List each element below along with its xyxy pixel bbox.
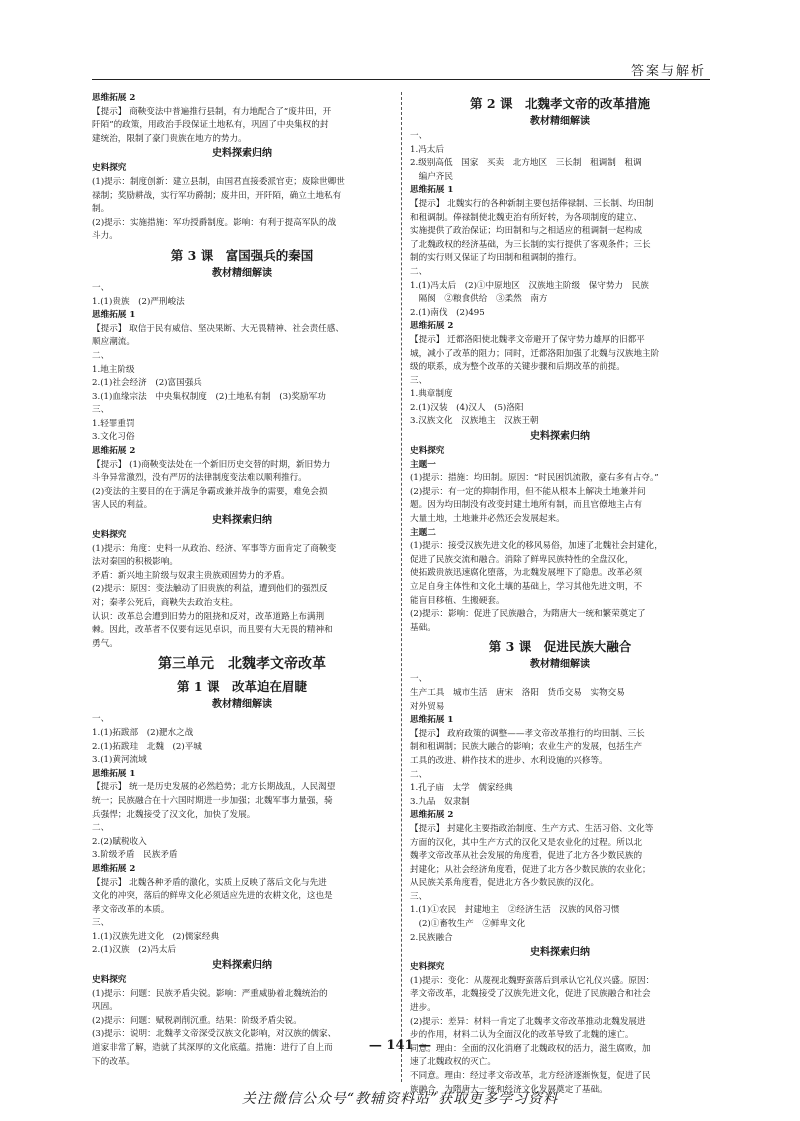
text-line: 对外贸易 bbox=[410, 701, 445, 712]
lesson-title: 第 3 课 促进民族大融合 bbox=[488, 639, 632, 655]
subheading: 思维拓展 2 bbox=[92, 446, 136, 457]
subheading: 思维拓展 2 bbox=[92, 863, 136, 874]
text-line: 步的作用，材料二认为全面汉化的改革导致了北魏的速亡。 bbox=[410, 1030, 634, 1041]
subheading: 思维拓展 2 bbox=[92, 93, 136, 103]
subheading: 主题二 bbox=[410, 527, 436, 538]
text-line: 从民族关系角度看，促进北方各少数民族的汉化。 bbox=[410, 878, 600, 889]
text-line: 文化的冲突，落后的鲜卑文化必须适应先进的农耕文化，这也是 bbox=[92, 891, 333, 902]
text-line: 同意。理由：全面的汉化消磨了北魏政权的活力，滋生腐败，加 bbox=[410, 1043, 651, 1054]
text-line: 【提示】 (1)商鞅变法处在一个新旧历史交替的时期，新旧势力 bbox=[92, 459, 331, 470]
text-line: 1.孔子庙 太学 儒家经典 bbox=[410, 783, 513, 794]
subheading: 思维拓展 1 bbox=[410, 715, 454, 726]
text-line: (2)变法的主要目的在于满足争霸或兼并战争的需要，难免会损 bbox=[92, 486, 328, 497]
text-line: 1.(1)冯太后 (2)①中原地区 汉族地主阶级 保守势力 民族 bbox=[410, 280, 649, 291]
text-line: 制和租调制；民族大融合的影响；农业生产的发展，包括生产 bbox=[410, 742, 643, 753]
text-line: 方面的汉化，其中生产方式的汉化又是农业化的过程。所以北 bbox=[410, 837, 643, 848]
subheading: 史料探究 bbox=[410, 446, 445, 457]
subheading: 思维拓展 1 bbox=[92, 310, 136, 321]
text-line: 进步。 bbox=[410, 1003, 436, 1014]
text-line: 【提示】 封建化主要指政治制度、生产方式、生活习俗、文化等 bbox=[410, 823, 654, 834]
text-line: 一、 bbox=[410, 674, 428, 685]
text-line: 三、 bbox=[410, 891, 428, 902]
text-line: (2)提示：实施措施：军功授爵制度。影响：有利于提高军队的战 bbox=[92, 217, 337, 228]
text-line: 1.冯太后 bbox=[410, 144, 444, 155]
text-line: 兵强悍；北魏接受了汉文化，加快了发展。 bbox=[92, 809, 256, 820]
text-line: 【提示】 迁都洛阳使北魏孝文帝避开了保守势力雄厚的旧都平 bbox=[410, 334, 645, 345]
text-line: 了北魏政权的经济基础，为三长制的实行提供了客观条件；三长 bbox=[410, 239, 651, 250]
subheading: 史料探究 bbox=[410, 962, 445, 973]
text-line: 棘。因此，改革者不仅要有远见卓识，而且要有大无畏的精神和 bbox=[92, 625, 333, 636]
text-line: 2.(1)南伐 (2)495 bbox=[410, 307, 485, 318]
subheading: 思维拓展 1 bbox=[92, 768, 136, 779]
text-line: 大量土地，土地兼并必然还会发展起来。 bbox=[410, 514, 565, 525]
subheading: 主题一 bbox=[410, 459, 436, 470]
lesson-title: 第 3 课 富国强兵的秦国 bbox=[170, 247, 314, 263]
text-line: 促进了民族交流和融合。消除了鲜卑民族特性的全盘汉化， bbox=[410, 554, 634, 565]
text-line: 三、 bbox=[92, 405, 110, 416]
text-line: 【提示】 统一是历史发展的必然趋势；北方长期战乱，人民渴望 bbox=[92, 782, 336, 793]
text-line: (2)提示：有一定的抑制作用，但不能从根本上解决土地兼并问 bbox=[410, 486, 646, 497]
subheading: 思维拓展 2 bbox=[410, 321, 454, 332]
text-line: 建统治，限制了豪门贵族在地方的势力。 bbox=[92, 133, 247, 144]
text-line: (2)提示：原因：变法触动了旧贵族的利益，遭到他们的强烈反 bbox=[92, 584, 328, 595]
text-line: 2.(1)拓跋珪 北魏 (2)平城 bbox=[92, 741, 202, 752]
text-line: 统一；民族融合在十六国时期进一步加强；北魏军事力量强，骑 bbox=[92, 795, 333, 806]
text-line: 害人民的利益。 bbox=[92, 500, 153, 511]
text-line: 和租调制。俸禄制使北魏吏治有所好转，为各项制度的建立、 bbox=[410, 212, 643, 223]
lesson-title: 第 1 课 改革迫在眉睫 bbox=[177, 679, 307, 695]
text-line: (3)提示：说明：北魏孝文帝深受汉族文化影响，对汉族的儒家、 bbox=[92, 1029, 337, 1040]
text-line: 3.(1)血缘宗法 中央集权制度 (2)土地私有制 (3)奖励军功 bbox=[92, 391, 326, 402]
text-line: 编户齐民 bbox=[410, 171, 453, 182]
text-line: 封建化；从社会经济角度看，促进了北方各少数民族的农业化； bbox=[410, 864, 651, 875]
section-heading: 教材精细解读 bbox=[530, 116, 590, 127]
text-line: 三、 bbox=[410, 375, 428, 386]
text-line: 斗争异常激烈，没有严厉的法律制度变法难以顺利推行。 bbox=[92, 473, 307, 484]
text-line: (2)提示：问题：赋税剥削沉重。结果：阶级矛盾尖锐。 bbox=[92, 1015, 302, 1026]
text-line: 巩固。 bbox=[92, 1002, 118, 1013]
text-line: 隔阂 ②粮食供给 ③柔然 南方 bbox=[410, 294, 548, 305]
text-line: 1.轻罪重罚 bbox=[92, 418, 135, 429]
text-line: 道家非常了解，造就了其深厚的文化底蕴。措施：进行了自上而 bbox=[92, 1043, 333, 1054]
text-line: 1.(1)①农民 封建地主 ②经济生活 汉族的风俗习惯 bbox=[410, 905, 620, 916]
text-line: 顺应潮流。 bbox=[92, 337, 135, 348]
text-line: 制。 bbox=[92, 204, 110, 215]
text-line: 1.(1)汉族先进文化 (2)儒家经典 bbox=[92, 931, 220, 942]
text-line: 一、 bbox=[92, 282, 110, 293]
text-line: 工具的改进、耕作技术的进步、水利设施的兴修等。 bbox=[410, 755, 608, 766]
text-line: (1)提示：接受汉族先进文化的移风易俗，加速了北魏社会封建化， bbox=[410, 541, 663, 552]
section-heading: 教材精细解读 bbox=[212, 699, 272, 711]
text-line: 2.(1)汉族 (2)冯太后 bbox=[92, 945, 177, 956]
text-line: 能盲目移植、生搬硬套。 bbox=[410, 595, 505, 606]
section-heading: 史料探索归纳 bbox=[530, 947, 590, 959]
text-line: 2.(1)汉装 (4)汉人 (5)洛阳 bbox=[410, 402, 524, 413]
text-line: (2)提示：影响：促进了民族融合，为隋唐大一统和繁荣奠定了 bbox=[410, 609, 646, 620]
text-line: 勇气。 bbox=[92, 638, 118, 649]
text-line: 速了北魏政权的灭亡。 bbox=[410, 1057, 496, 1068]
text-line: (1)提示：措施：均田制。原因：“时民困饥流散，豪右多有占夺。” bbox=[410, 473, 659, 484]
text-line: 2.民族融合 bbox=[410, 932, 453, 943]
text-line: 3.阶级矛盾 民族矛盾 bbox=[92, 850, 178, 861]
text-line: 二、 bbox=[92, 823, 110, 834]
text-line: 【提示】 政府政策的调整——孝文帝改革推行的均田制、三长 bbox=[410, 728, 645, 739]
text-line: 生产工具 城市生活 唐宋 洛阳 货币交易 实物交易 bbox=[410, 687, 625, 698]
text-line: 二、 bbox=[410, 769, 428, 780]
text-line: 一、 bbox=[92, 714, 110, 725]
text-line: 不同意。理由：经过孝文帝改革，北方经济逐渐恢复，促进了民 bbox=[410, 1071, 651, 1081]
section-heading: 史料探索归纳 bbox=[530, 431, 590, 443]
text-line: 【提示】 取信于民有威信、坚决果断、大无畏精神、社会责任感、 bbox=[92, 323, 344, 334]
text-line: 【提示】 商鞅变法中普遍推行县制，有力地配合了“废井田，开 bbox=[92, 106, 332, 117]
text-line: 法对秦国的积极影响。 bbox=[92, 557, 178, 568]
subheading: 史料探究 bbox=[92, 975, 127, 986]
text-line: 魏孝文帝改革从社会发展的角度看，促进了北方各少数民族的 bbox=[410, 851, 643, 862]
subheading: 史料探究 bbox=[92, 163, 127, 174]
text-line: 矛盾：新兴地主阶级与奴隶主贵族顽固势力的矛盾。 bbox=[92, 570, 290, 581]
text-line: 2.(1)社会经济 (2)富国强兵 bbox=[92, 378, 202, 389]
text-line: (1)提示：问题：民族矛盾尖锐。影响：严重威胁着北魏统治的 bbox=[92, 988, 328, 999]
text-line: 一、 bbox=[410, 131, 428, 141]
column-divider bbox=[401, 92, 402, 1082]
text-line: 级的联系，成为整个改革的关键步骤和后期改革的前提。 bbox=[410, 362, 625, 373]
text-line: (1)提示：制度创新：建立县制，由国君直接委派官吏；废除世卿世 bbox=[92, 176, 345, 187]
text-line: 孝文帝改革，北魏接受了汉族先进文化，促进了民族融合和社会 bbox=[410, 989, 651, 1000]
text-line: 2.级别高低 国家 买卖 北方地区 三长制 租调制 租调 bbox=[410, 158, 642, 169]
text-line: 基础。 bbox=[410, 622, 436, 633]
section-heading: 教材精细解读 bbox=[212, 267, 272, 279]
text-line: 使拓跋贵族迅速腐化堕落，为北魏发展埋下了隐患。改革必须 bbox=[410, 568, 643, 579]
text-line: (2)①畜牧生产 ②鲜卑文化 bbox=[410, 919, 526, 930]
text-line: 1.(1)拓跋部 (2)淝水之战 bbox=[92, 727, 194, 738]
text-line: 1.(1)贵族 (2)严刑峻法 bbox=[92, 296, 185, 307]
section-heading: 教材精细解读 bbox=[530, 659, 590, 671]
text-line: 下的改革。 bbox=[92, 1056, 135, 1067]
text-line: 3.汉族文化 汉族地主 汉族王朝 bbox=[410, 416, 539, 427]
text-line: 1.地主阶级 bbox=[92, 364, 135, 375]
text-line: 制的实行则又保证了均田制和租调制的推行。 bbox=[410, 253, 582, 264]
text-line: 城，减小了改革的阻力；同时，迁都洛阳加强了北魏与汉族地主阶 bbox=[410, 348, 660, 359]
page-number: — 141 — bbox=[368, 1038, 432, 1053]
text-line: 立足自身主体性和文化土壤的基础上，学习其他先进文明，不 bbox=[410, 582, 643, 592]
text-line: 2.(2)賦税收入 bbox=[92, 836, 147, 847]
text-line: 【提示】 北魏实行的各种新制主要包括俸禄制、三长制、均田制 bbox=[410, 198, 654, 209]
text-line: 认识：改革总会遭到旧势力的阻挠和反对，改革道路上布满荆 bbox=[92, 611, 325, 622]
text-line: 二、 bbox=[410, 266, 428, 277]
text-line: 三、 bbox=[92, 918, 110, 929]
page-header bbox=[92, 58, 710, 80]
text-line: 【提示】 北魏各种矛盾的激化，实质上反映了落后文化与先进 bbox=[92, 877, 327, 888]
text-line: 实施提供了政治保证；均田制和与之相适应的租调制一起构成 bbox=[410, 226, 643, 237]
left-column bbox=[92, 92, 392, 1069]
section-heading: 史料探索归纳 bbox=[212, 960, 272, 972]
text-line: 对；秦孝公死后，商鞅失去政治支柱。 bbox=[92, 598, 239, 608]
text-line: 禄制；奖励耕战，实行军功爵制；废井田，开阡陌，确立土地私有 bbox=[92, 190, 342, 201]
text-line: 斗力。 bbox=[92, 231, 118, 242]
right-column bbox=[410, 92, 710, 1097]
text-line: (1)提示：角度：史料一从政治、经济、军事等方面肯定了商鞅变 bbox=[92, 543, 337, 554]
header-title: 答案与解析 bbox=[630, 64, 706, 79]
text-line: 阡陌”的政策，用政治手段保证土地私有，巩固了中央集权的封 bbox=[92, 120, 329, 131]
text-line: 孝文帝改革的本质。 bbox=[92, 904, 170, 915]
subheading: 思维拓展 1 bbox=[410, 185, 454, 196]
lesson-title: 第三单元 北魏孝文帝改革 bbox=[158, 656, 326, 673]
subheading: 史料探究 bbox=[92, 530, 127, 541]
text-line: (1)提示：变化：从蔑视北魏野蛮落后到承认它礼仪兴盛。原因： bbox=[410, 975, 655, 986]
text-line: 3.九品 奴隶制 bbox=[410, 796, 470, 807]
section-heading: 史料探索归纳 bbox=[212, 515, 272, 527]
text-line: 3.文化习俗 bbox=[92, 432, 135, 443]
subheading: 思维拓展 2 bbox=[410, 810, 454, 821]
section-heading: 史料探索归纳 bbox=[212, 148, 272, 160]
text-line: 1.典章制度 bbox=[410, 389, 453, 400]
text-line: 3.(1)黄河流域 bbox=[92, 755, 147, 766]
text-line: 题。因为均田制没有改变封建土地所有制，而且官僚地主占有 bbox=[410, 500, 643, 511]
footer-watermark: 关注微信公众号“教辅资料站”获取更多学习资料 bbox=[241, 1091, 559, 1107]
text-line: 族融合，为隋唐大一统和经济文化发展奠定了基础。 bbox=[410, 1084, 608, 1095]
lesson-title: 第 2 课 北魏孝文帝的改革措施 bbox=[470, 96, 650, 111]
text-line: (2)提示：差异：材料一肯定了北魏孝文帝改革推动北魏发展进 bbox=[410, 1016, 646, 1027]
text-line: 二、 bbox=[92, 350, 110, 361]
